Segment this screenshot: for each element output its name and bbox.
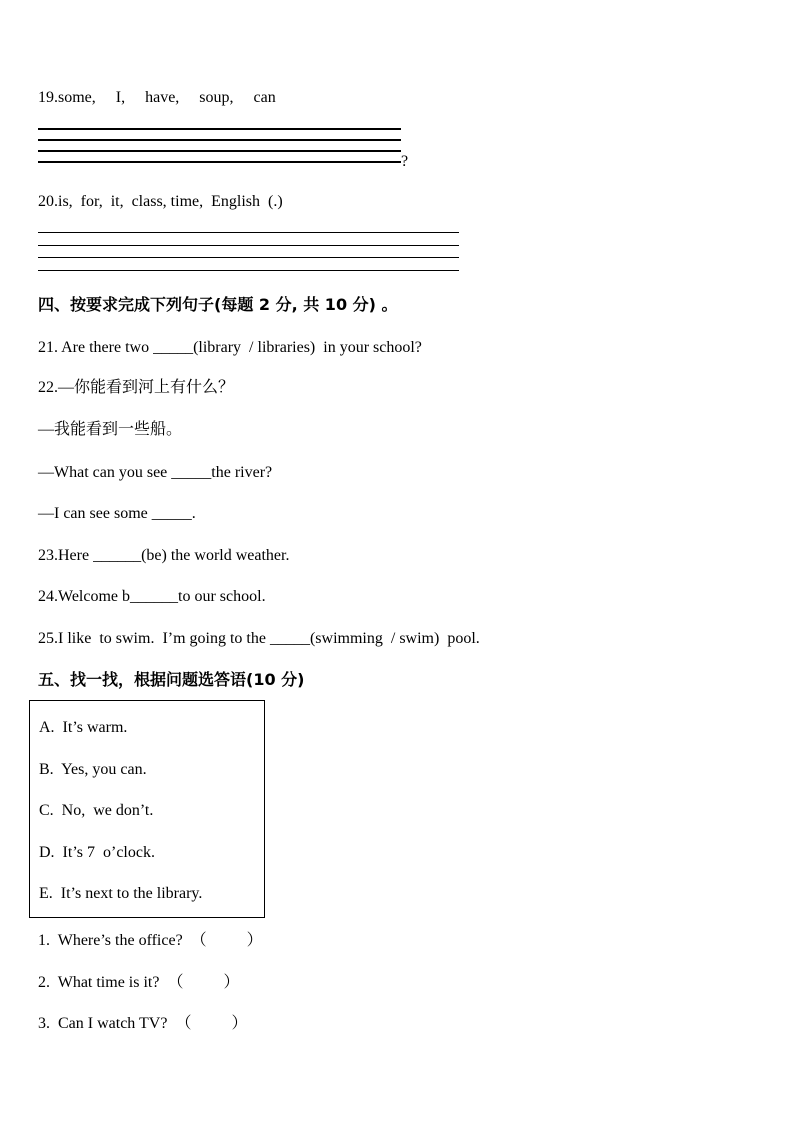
question-24: 24.Welcome b______to our school. xyxy=(38,588,266,605)
section-4-heading: 四、按要求完成下列句子(每题 2 分, 共 10 分) 。 xyxy=(38,295,398,314)
option-e: E. It’s next to the library. xyxy=(39,885,203,902)
option-d: D. It’s 7 o’clock. xyxy=(39,844,155,861)
matching-question-2: 2. What time is it? （ ） xyxy=(38,974,240,991)
option-b: B. Yes, you can. xyxy=(39,761,147,778)
option-a: A. It’s warm. xyxy=(39,719,128,736)
section-5-heading: 五、找一找，根据问题选答语(10 分) xyxy=(38,670,305,689)
question-25: 25.I like to swim. I’m going to the _____(swimming / swim) pool. xyxy=(38,630,480,647)
question-23: 23.Here ______(be) the world weather. xyxy=(38,547,290,564)
question-22-chinese-answer: —我能看到一些船。 xyxy=(38,421,183,438)
answer-line xyxy=(38,257,459,258)
question-22-chinese-question: 22.—你能看到河上有什么？ xyxy=(38,379,235,396)
answer-line xyxy=(38,128,401,130)
question-19-end-mark: ? xyxy=(401,153,409,170)
answer-line xyxy=(38,139,401,141)
answer-line xyxy=(38,232,459,233)
answer-line xyxy=(38,245,459,246)
question-20-words: 20.is, for, it, class, time, English (.) xyxy=(38,193,283,210)
answer-options-box xyxy=(29,700,265,918)
question-22-english-answer: —I can see some _____. xyxy=(38,505,196,522)
answer-line xyxy=(38,150,401,152)
matching-question-3: 3. Can I watch TV? （ ） xyxy=(38,1015,248,1032)
answer-line xyxy=(38,161,401,163)
option-c: C. No, we don’t. xyxy=(39,802,154,819)
answer-line xyxy=(38,270,459,271)
question-21: 21. Are there two _____(library / libraries) in your school? xyxy=(38,339,422,356)
matching-question-1: 1. Where’s the office? （ ） xyxy=(38,932,263,949)
question-22-english-question: —What can you see _____the river? xyxy=(38,464,273,481)
question-19-words: 19.some, I, have, soup, can xyxy=(38,89,276,106)
